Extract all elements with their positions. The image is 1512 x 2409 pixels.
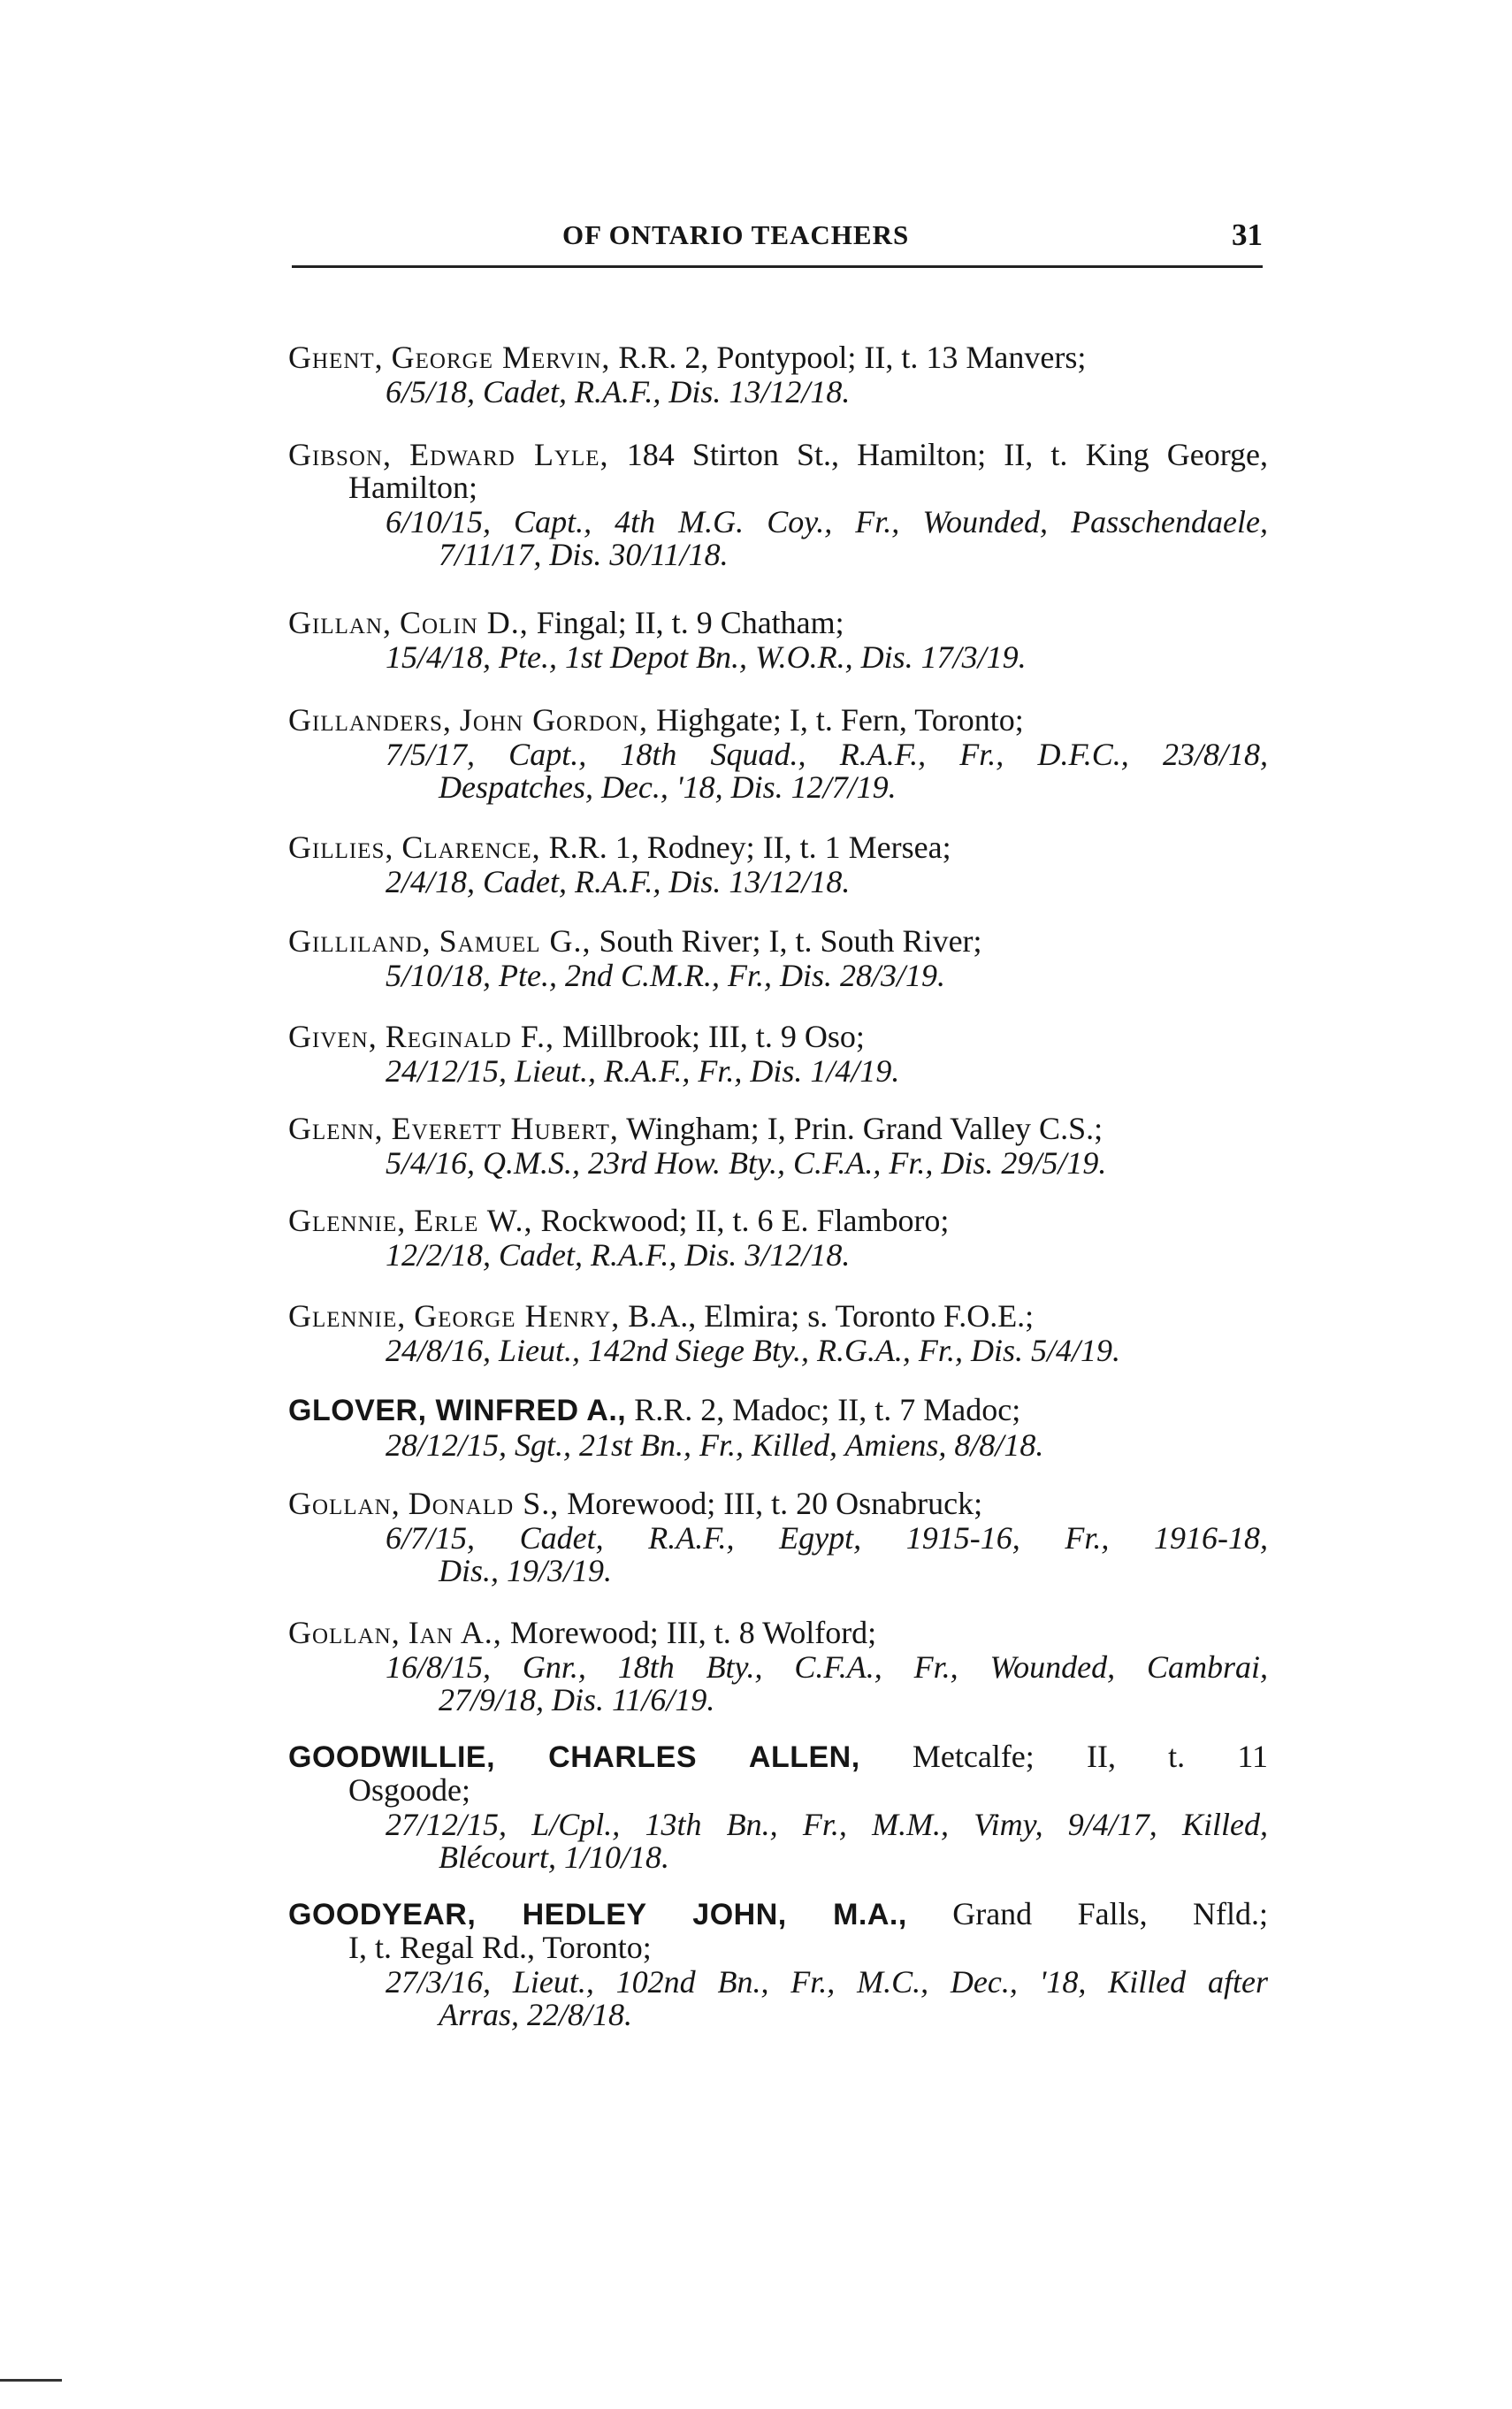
entry-details-cont: Hamilton;	[348, 470, 477, 505]
service-record: 28/12/15, Sgt., 21st Bn., Fr., Killed, Amiens, 8/8/18.	[386, 1427, 1044, 1463]
surname: Gollan,	[288, 1486, 401, 1521]
given-name: Erle W.,	[414, 1203, 533, 1238]
list-item	[288, 439, 1268, 571]
entry-details: 184 Stirton St., Hamilton; II, t. King George,	[608, 437, 1269, 472]
casualty-name: GOODYEAR, HEDLEY JOHN, M.A.,	[288, 1898, 907, 1931]
given-name: Reginald F.,	[385, 1019, 554, 1054]
service-record-cont: 7/11/17, Dis. 30/11/18.	[439, 537, 729, 572]
given-name: Edward Lyle,	[409, 437, 609, 472]
casualty-name: GOODWILLIE, CHARLES ALLEN,	[288, 1740, 860, 1774]
surname: Glenn,	[288, 1111, 384, 1146]
list-item	[288, 925, 1268, 992]
service-record-cont: Despatches, Dec., '18, Dis. 12/7/19.	[439, 769, 897, 805]
service-record-cont: Blécourt, 1/10/18.	[439, 1839, 669, 1875]
service-record: 27/3/16, Lieut., 102nd Bn., Fr., M.C., Dec., '18, Killed after	[386, 1964, 1268, 2000]
list-item	[288, 1204, 1268, 1272]
entry-details: R.R. 2, Madoc; II, t. 7 Madoc;	[626, 1392, 1021, 1427]
scan-margin-mark	[0, 2379, 62, 2382]
given-name: Ian A.,	[408, 1615, 502, 1650]
running-title: OF ONTARIO TEACHERS	[562, 219, 910, 250]
service-record: 16/8/15, Gnr., 18th Bty., C.F.A., Fr., Wounded, Cambrai,	[386, 1649, 1268, 1685]
casualty-name: GLOVER, WINFRED A.,	[288, 1394, 627, 1427]
list-item	[288, 831, 1268, 899]
list-item	[288, 1487, 1268, 1587]
surname: Ghent,	[288, 340, 384, 375]
service-record: 12/2/18, Cadet, R.A.F., Dis. 3/12/18.	[386, 1237, 851, 1273]
service-record: 7/5/17, Capt., 18th Squad., R.A.F., Fr., D.F.C., 23/8/18,	[386, 737, 1268, 772]
entry-details-cont: I, t. Regal Rd., Toronto;	[348, 1930, 652, 1965]
service-record-cont: Arras, 22/8/18.	[439, 1997, 633, 2032]
given-name: Donald S.,	[408, 1486, 560, 1521]
entry-details: R.R. 1, Rodney; II, t. 1 Mersea;	[540, 830, 951, 865]
entry-details: South River; I, t. South River;	[591, 923, 982, 959]
service-record: 5/4/16, Q.M.S., 23rd How. Bty., C.F.A., Fr., Dis. 29/5/19.	[386, 1145, 1107, 1181]
entry-details-cont: Osgoode;	[348, 1772, 470, 1808]
surname: Glennie,	[288, 1298, 407, 1334]
list-item	[288, 1300, 1268, 1367]
list-item	[288, 1394, 1268, 1462]
given-name: Colin D.,	[399, 605, 529, 640]
surname: Gilliland,	[288, 923, 431, 959]
surname: Gibson,	[288, 437, 393, 472]
given-name: Clarence,	[401, 830, 541, 865]
entry-details: R.R. 2, Pontypool; II, t. 13 Manvers;	[610, 340, 1087, 375]
service-record: 6/10/15, Capt., 4th M.G. Coy., Fr., Wounded, Passchendaele,	[386, 504, 1268, 539]
given-name: Everett Hubert,	[391, 1111, 619, 1146]
page-number: 31	[1232, 218, 1263, 252]
entry-details: Metcalfe; II, t. 11	[859, 1739, 1269, 1774]
surname: Gillies,	[288, 830, 394, 865]
service-record: 27/12/15, L/Cpl., 13th Bn., Fr., M.M., Vimy, 9/4/17, Killed,	[386, 1807, 1268, 1842]
running-header	[292, 218, 1263, 268]
given-name: John Gordon,	[459, 702, 648, 738]
given-name: George Henry,	[414, 1298, 621, 1334]
list-item	[288, 341, 1268, 409]
entry-details: Morewood; III, t. 20 Osnabruck;	[559, 1486, 983, 1521]
list-item	[288, 1617, 1268, 1717]
list-item	[288, 1021, 1268, 1088]
service-record-cont: 27/9/18, Dis. 11/6/19.	[439, 1682, 715, 1717]
list-item	[288, 1113, 1268, 1180]
entry-details: Millbrook; III, t. 9 Oso;	[554, 1019, 865, 1054]
entry-details: Fingal; II, t. 9 Chatham;	[528, 605, 844, 640]
entry-details: Highgate; I, t. Fern, Toronto;	[647, 702, 1024, 738]
entry-details: Wingham; I, Prin. Grand Valley C.S.;	[618, 1111, 1103, 1146]
surname: Given,	[288, 1019, 378, 1054]
surname: Gollan,	[288, 1615, 401, 1650]
given-name: George Mervin,	[391, 340, 611, 375]
entry-details: Rockwood; II, t. 6 E. Flamboro;	[532, 1203, 950, 1238]
service-record: 6/5/18, Cadet, R.A.F., Dis. 13/12/18.	[386, 374, 851, 409]
list-item	[288, 704, 1268, 804]
entry-details: Grand Falls, Nfld.;	[906, 1896, 1268, 1931]
surname: Gillanders,	[288, 702, 452, 738]
service-record: 5/10/18, Pte., 2nd C.M.R., Fr., Dis. 28/3/19.	[386, 958, 945, 993]
service-record-cont: Dis., 19/3/19.	[439, 1553, 613, 1588]
service-record: 15/4/18, Pte., 1st Depot Bn., W.O.R., Dis. 17/3/19.	[386, 639, 1027, 675]
surname: Glennie,	[288, 1203, 407, 1238]
entry-details: B.A., Elmira; s. Toronto F.O.E.;	[620, 1298, 1035, 1334]
service-record: 2/4/18, Cadet, R.A.F., Dis. 13/12/18.	[386, 864, 851, 899]
service-record: 24/12/15, Lieut., R.A.F., Fr., Dis. 1/4/19.	[386, 1053, 900, 1089]
list-item	[288, 1740, 1268, 1874]
entry-details: Morewood; III, t. 8 Wolford;	[501, 1615, 877, 1650]
given-name: Samuel G.,	[439, 923, 592, 959]
service-record: 6/7/15, Cadet, R.A.F., Egypt, 1915-16, Fr., 1916-18,	[386, 1520, 1268, 1556]
list-item	[288, 607, 1268, 674]
surname: Gillan,	[288, 605, 392, 640]
list-item	[288, 1898, 1268, 2031]
service-record: 24/8/16, Lieut., 142nd Siege Bty., R.G.A., Fr., Dis. 5/4/19.	[386, 1333, 1120, 1368]
